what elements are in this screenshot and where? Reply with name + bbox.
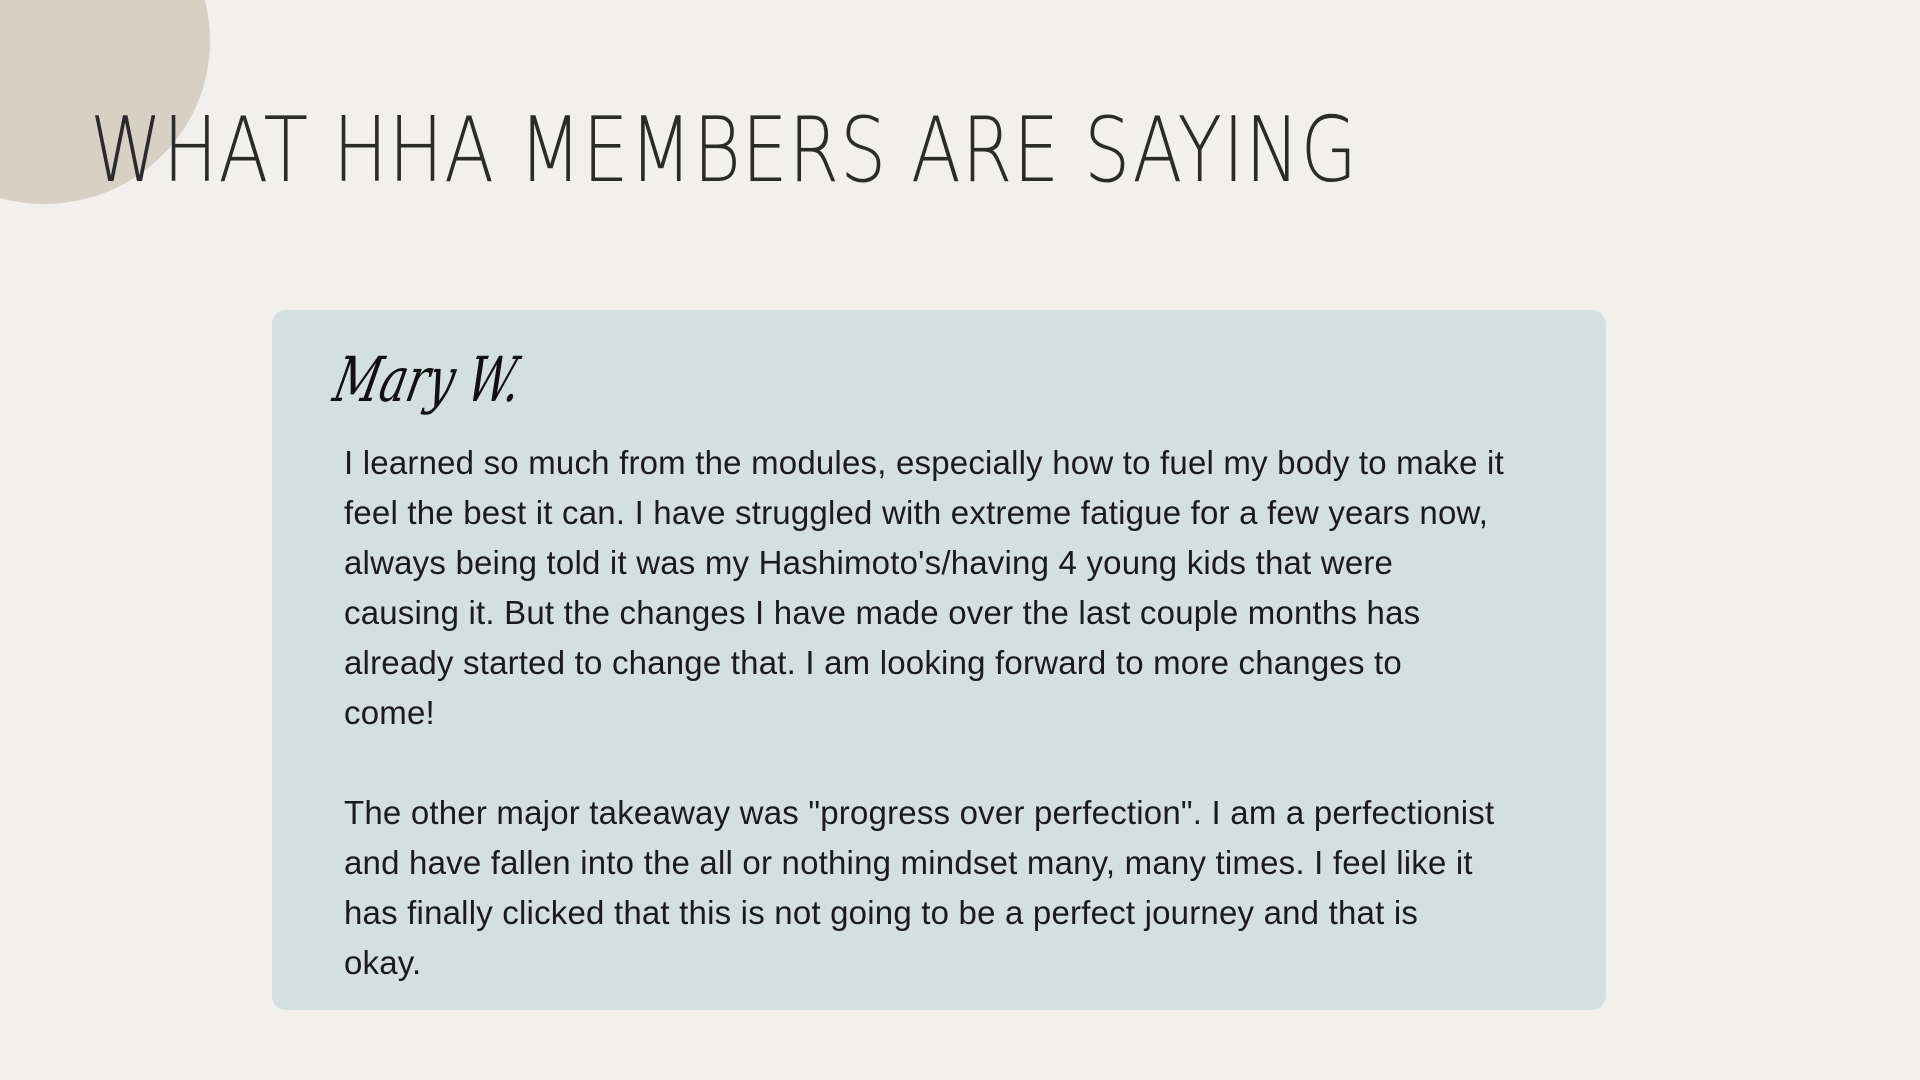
- testimonial-body: [344, 438, 1574, 988]
- testimonial-paragraph-1: I learned so much from the modules, especially how to fuel my body to make it feel the best it can. I have struggled with extreme fatigue for a few years now, always being told it was my Hashimoto's/having 4 young kids that were causing it. But the changes I have made over the last couple months has already started to change that. I am looking forward to more changes to come!: [344, 444, 1504, 731]
- testimonial-card: [272, 310, 1606, 1010]
- page-title: WHAT HHA MEMBERS ARE SAYING: [90, 98, 1358, 203]
- testimonial-paragraph-2: The other major takeaway was "progress over perfection". I am a perfectionist and have fallen into the all or nothing mindset many, many times. I feel like it has finally clicked that this is not going to be a perfect journey and that is okay.: [344, 794, 1495, 981]
- testimonial-author: Mary W.: [327, 343, 529, 416]
